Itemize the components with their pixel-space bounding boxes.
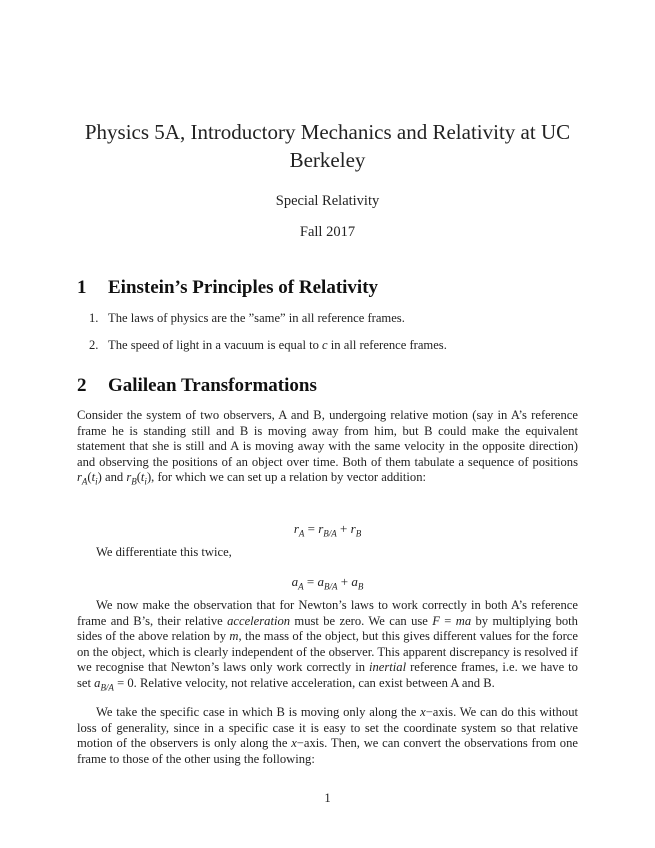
list-item-text: in all reference frames. <box>327 338 447 352</box>
list-item-text: The speed of light in a vacuum is equal to <box>108 338 323 352</box>
list-item-text: The laws of physics are the ”same” in all reference frames. <box>108 311 405 325</box>
section-title: Galilean Transformations <box>108 375 317 396</box>
section-title: Einstein’s Principles of Relativity <box>108 277 379 298</box>
section-heading-1 <box>77 277 378 299</box>
paragraph-4: We take the specific case in which B is moving only along the x−axis. We can do this without loss of generality, since in a specific case it is easy to set the coordinate system so that relative motion of the observers is only along the x−axis. Then, we can convert the observations from one frame to those of the other using the following: <box>77 705 578 766</box>
math-variable: c <box>322 338 328 352</box>
document-date: Fall 2017 <box>299 224 356 240</box>
list-item-1 <box>89 311 405 326</box>
list-item-2 <box>89 338 447 353</box>
section-number: 2 <box>77 375 87 396</box>
document-subtitle: Special Relativity <box>275 193 380 209</box>
list-item-number: 2. <box>89 338 99 352</box>
paragraph-3: We now make the observation that for Newton’s laws to work correctly in both A’s reference frame and B’s, their relative acceleration must be zero. We can use F = ma by multiplying both sides of the above relation by m, the mass of the object, but this gives different values for the force on the object, which is clearly independent of the observer. This apparent discrepancy is resolved if we recognise that Newton’s laws only work correctly in inertial reference frames, i.e. we have to set $a_{B/A} = 0$. Relative velocity, not relative acceleration, can exist between A and B. <box>77 598 578 693</box>
section-number: 1 <box>77 277 87 298</box>
paragraph-1: Consider the system of two observers, A and B, undergoing relative motion (say in A’s reference frame he is standing still and B is moving away from him, but B could make the equivalent statement that she is still and A is moving away with the same velocity in the opposite direction) and observing the positions of an object over time. Both of them tabulate a sequence of positions $r_A(t_i)$ and $r_B(t_i)$, for which we can set up a relation by vector addition: <box>77 408 578 487</box>
paragraph-2: We differentiate this twice, <box>96 545 232 559</box>
document-title: Physics 5A, Introductory Mechanics and Relativity at UC Berkeley <box>84 120 571 172</box>
section-heading-2 <box>77 375 317 397</box>
equation-acceleration: $a_A = a_{B/A} + a_B$ <box>291 574 364 592</box>
list-item-number: 1. <box>89 311 99 325</box>
equation-position: $r_A = r_{B/A} + r_B$ <box>293 521 362 539</box>
page-number: 1 <box>324 791 331 805</box>
